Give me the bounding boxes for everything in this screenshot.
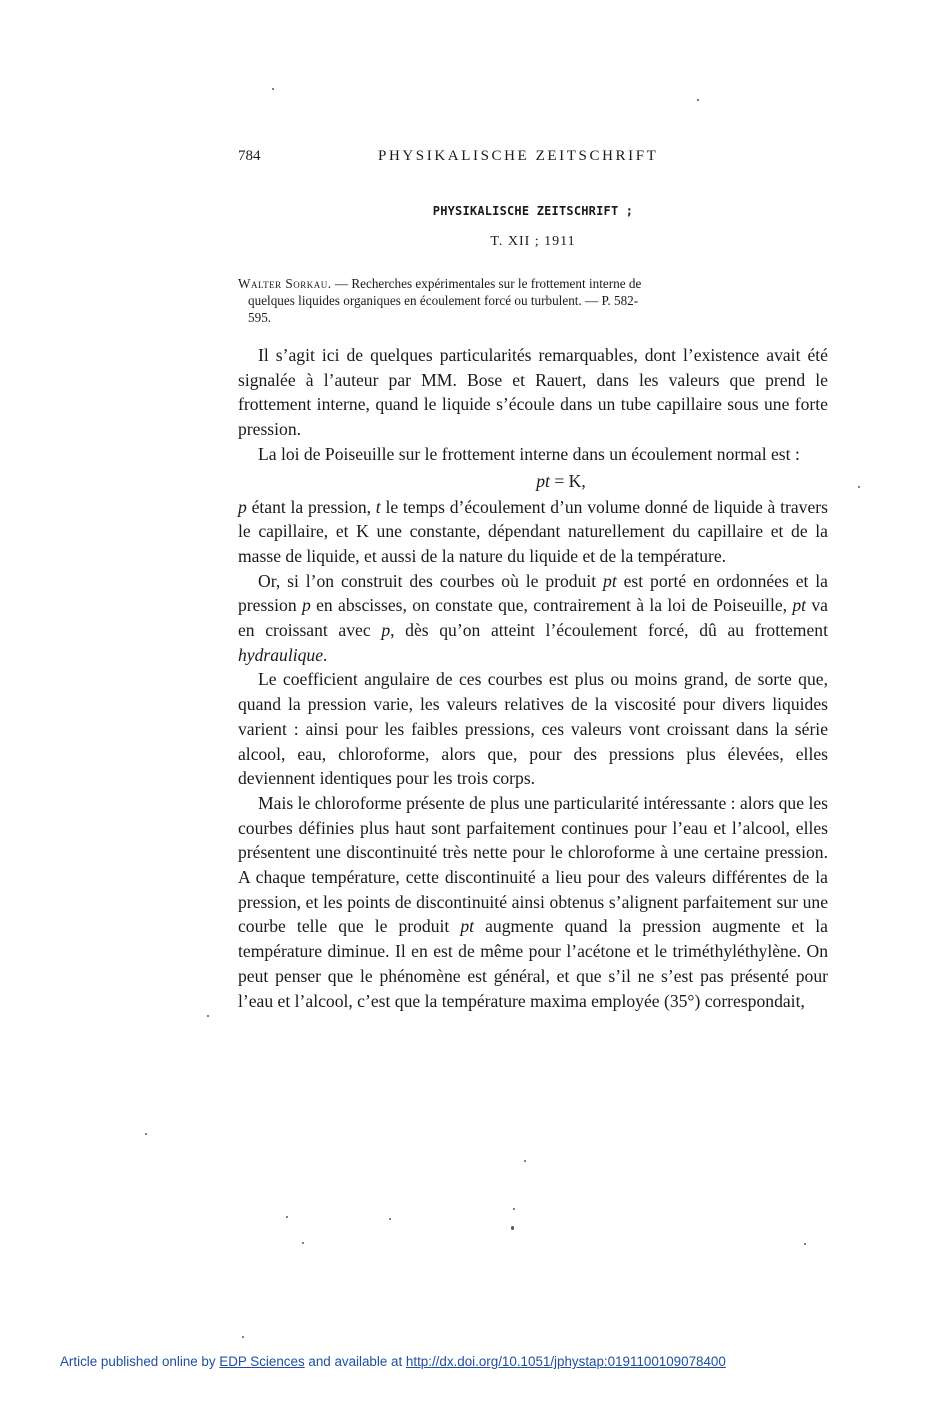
section-volume: T. XII ; 1911 xyxy=(490,234,576,249)
p4-f: pt xyxy=(792,595,807,616)
scan-speck xyxy=(524,1160,526,1162)
article-body xyxy=(238,343,828,1013)
p4-i: , dès qu’on atteint l’écoulement forcé, dû au frottement xyxy=(390,620,828,641)
journal-title: PHYSIKALISCHE ZEITSCHRIFT xyxy=(378,148,659,164)
running-head xyxy=(238,148,828,170)
p3-var-p: p xyxy=(238,496,247,517)
p3-var-t: t xyxy=(375,496,381,517)
footer-middle: and available at xyxy=(304,1354,406,1369)
formula-product: pt xyxy=(536,470,550,491)
publication-footer xyxy=(60,1354,880,1369)
scan-speck xyxy=(272,88,274,90)
scan-speck xyxy=(145,1133,147,1135)
p6-c: augmente quand la pression augmente et la température diminue. Il en est de même pour l’acétone et le triméthyléthylène. On peut penser que le phénomène est général, et que s’il ne s’est pas présenté pour l’eau et l’alcool, c’est que la température maxima employée (35°) correspondait, xyxy=(238,916,828,1011)
citation-author: Walter Sorkau. xyxy=(238,276,332,291)
formula-constant: = K, xyxy=(549,470,586,491)
scan-speck xyxy=(697,99,699,101)
scan-speck xyxy=(286,1216,288,1218)
section-title: PHYSIKALISCHE ZEITSCHRIFT ; xyxy=(432,204,634,218)
p4-h: p xyxy=(381,620,391,641)
paragraph-3 xyxy=(238,495,828,569)
footer-prefix: Article published online by xyxy=(60,1354,220,1369)
p3-text-d: le temps d’écoulement d’un volume donné de liquide à travers le capillaire, et K une constante, dépendant naturellement du capillaire et de la masse de liquide, et aussi de la nature du liquide et de la température. xyxy=(238,496,828,566)
p4-e: en abscisses, on constate que, contrairement à la loi de Poiseuille, xyxy=(310,595,793,616)
scan-speck xyxy=(207,1015,209,1017)
citation-title-line1: — Recherches expérimentales sur le frottement interne de xyxy=(331,276,642,291)
p4-a: Or, si l’on construit des courbes où le produit xyxy=(258,570,604,591)
doi-link[interactable]: http://dx.doi.org/10.1051/jphystap:0191100109078400 xyxy=(405,1354,726,1369)
citation-pages: 595. xyxy=(248,310,272,325)
scan-speck xyxy=(389,1218,391,1220)
p4-d: p xyxy=(301,595,311,616)
citation-title-line2: quelques liquides organiques en écoulement forcé ou turbulent. — P. 582- xyxy=(248,293,639,308)
poiseuille-formula xyxy=(238,467,828,495)
p3-text-b: étant la pression, xyxy=(246,496,376,517)
p4-g: va en croissant avec xyxy=(238,595,828,641)
scan-speck xyxy=(513,1208,515,1210)
page-number: 784 xyxy=(238,148,261,164)
paragraph-5: Le coefficient angulaire de ces courbes est plus ou moins grand, de sorte que, quand la pression varie, les valeurs relatives de la viscosité pour divers liquides varient : ainsi pour les faibles pressions, ces valeurs vont croissant dans la série alcool, eau, chloroforme, alors que, pour des pressions plus élevées, elles deviennent identiques pour les trois corps. xyxy=(238,669,828,789)
p6-b: pt xyxy=(460,916,475,937)
scan-speck xyxy=(858,486,860,488)
paragraph-6 xyxy=(238,791,828,1013)
paragraph-4 xyxy=(238,569,828,668)
p6-a: Mais le chloroforme présente de plus une particularité intéressante : alors que les courbes définies plus haut sont parfaitement continues pour l’eau et l’alcool, elles présentent une discontinuité très nette pour le chloroforme à une certaine pression. A chaque température, cette discontinuité a lieu pour des valeurs différentes de la pression, et les points de discontinuité ainsi obtenus s’alignent parfaitement sur une courbe telle que le produit xyxy=(238,792,828,937)
scan-speck xyxy=(511,1226,514,1230)
p4-k: . xyxy=(323,644,328,665)
p4-b: pt xyxy=(603,570,617,591)
paragraph-1: Il s’agit ici de quelques particularités remarquables, dont l’existence avait été signalée à l’auteur par MM. Bose et Rauert, dans les valeurs que prend le frottement interne, quand le liquide s’écoule dans un tube capillaire sous une forte pression. xyxy=(238,345,828,440)
paragraph-2: La loi de Poiseuille sur le frottement interne dans un écoulement normal est : xyxy=(258,443,800,464)
scan-speck xyxy=(302,1242,304,1244)
p4-j: hydraulique xyxy=(238,644,324,665)
p4-c: est porté en ordonnées et la pression xyxy=(238,570,828,616)
publisher-link[interactable]: EDP Sciences xyxy=(219,1354,305,1369)
scan-speck xyxy=(242,1336,244,1338)
scan-speck xyxy=(804,1243,806,1245)
article-citation xyxy=(238,275,828,326)
